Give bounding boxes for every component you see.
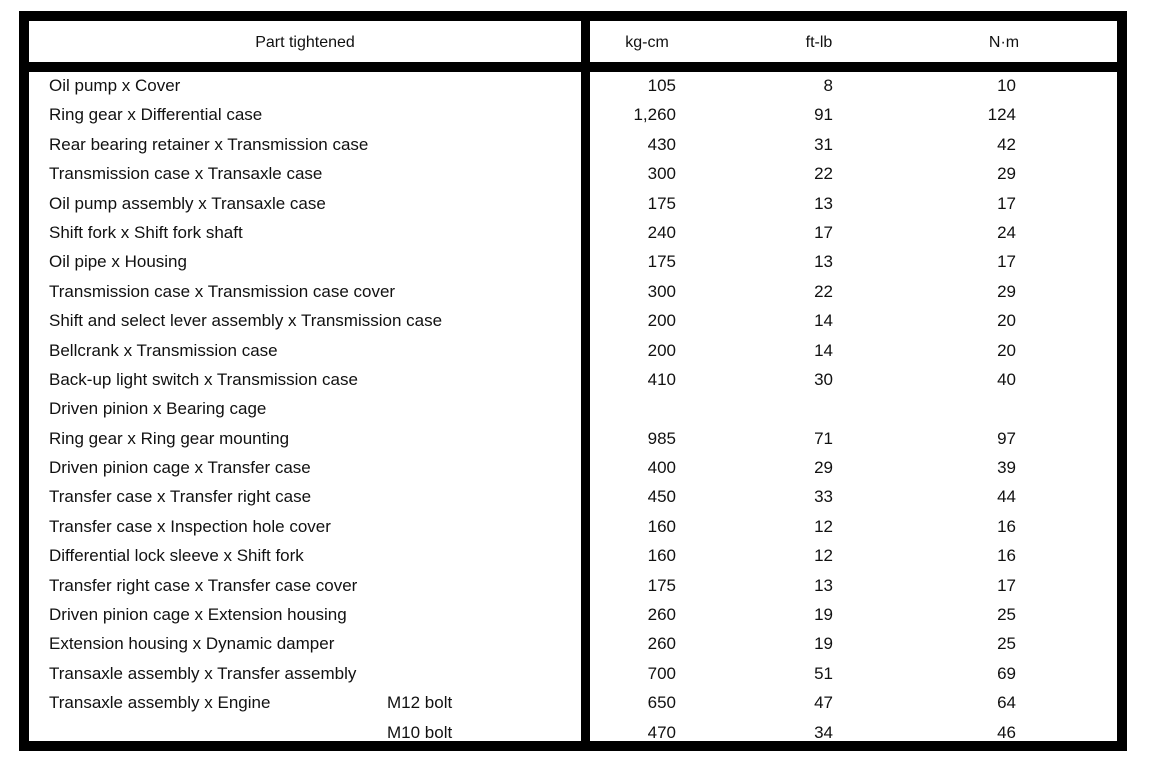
ft-lb-value: 8 [823,76,833,95]
part-tightened-cell: Transfer case x Transfer right case [49,487,312,507]
n-m-value: 16 [997,546,1016,566]
part-tightened-cell: Extension housing x Dynamic damper [49,634,335,654]
n-m-value: 17 [997,193,1016,213]
table-row [29,572,1117,601]
ft-lb-value: 14 [814,311,833,331]
kg-cm-value: 175 [647,575,676,595]
kg-cm-value: 300 [647,164,676,184]
kg-cm-value: 300 [647,281,676,301]
kg-cm-value: 400 [647,458,676,478]
part-tightened-cell: Transmission case x Transaxle case [49,164,323,184]
ft-lb-value: 12 [814,516,833,536]
ft-lb-value: 33 [814,487,833,507]
kg-cm-value: 700 [647,663,676,683]
table-row [29,601,1117,630]
part-tightened-cell: Transaxle assembly x Transfer assembly [49,663,357,683]
ft-lb-value: 14 [814,340,833,360]
table-row [29,660,1117,689]
kg-cm-value: 260 [647,605,676,625]
ft-lb-value: 13 [814,193,833,213]
kg-cm-value: 1,260 [633,105,676,125]
part-tightened-cell: Ring gear x Ring gear mounting [49,428,290,448]
part-tightened-cell: Oil pump assembly x Transaxle case [49,193,326,213]
ft-lb-value: 13 [814,252,833,272]
table-row [29,395,1117,424]
kg-cm-value: 175 [647,193,676,213]
header-part-tightened: Part tightened [255,34,355,51]
kg-cm-value: 160 [647,546,676,566]
n-m-value: 42 [997,134,1016,154]
ft-lb-value: 19 [814,605,833,625]
table-row [29,630,1117,659]
part-tightened-cell: Oil pipe x Housing [49,252,187,272]
part-tightened-cell: Driven pinion cage x Transfer case [49,458,311,478]
bolt-size-cell: M12 bolt [387,693,453,713]
n-m-value: 97 [997,428,1016,448]
ft-lb-value: 19 [814,634,833,654]
header-kg-cm: kg-cm [625,34,669,51]
kg-cm-value: 200 [647,340,676,360]
table-row [29,689,1117,718]
kg-cm-value: 450 [647,487,676,507]
ft-lb-value: 47 [814,693,833,713]
n-m-value: 29 [997,281,1016,301]
n-m-value: 17 [997,575,1016,595]
n-m-value: 39 [997,458,1016,478]
ft-lb-value: 31 [814,134,833,154]
ft-lb-value: 34 [814,722,833,742]
part-tightened-cell: Driven pinion x Bearing cage [49,399,267,419]
n-m-value: 69 [997,663,1016,683]
part-tightened-cell: Back-up light switch x Transmission case [49,369,358,389]
table-row [29,425,1117,454]
part-tightened-cell: Shift fork x Shift fork shaft [49,222,243,242]
n-m-value: 29 [997,164,1016,184]
n-m-value: 46 [997,722,1016,742]
part-tightened-cell: Transfer case x Inspection hole cover [49,516,331,536]
table-row [29,542,1117,571]
part-tightened-cell: Bellcrank x Transmission case [49,340,278,360]
table-row [29,483,1117,512]
n-m-value: 17 [997,252,1016,272]
part-tightened-cell: Differential lock sleeve x Shift fork [49,546,304,566]
table-row [29,307,1117,336]
kg-cm-value: 650 [647,693,676,713]
part-tightened-cell: Transmission case x Transmission case cover [49,281,396,301]
table-row [29,454,1117,483]
table-row [29,366,1117,395]
ft-lb-value: 91 [814,105,833,125]
table-row [29,72,1117,101]
header-ft-lb: ft-lb [805,34,833,51]
kg-cm-value: 470 [647,722,676,742]
table-row [29,337,1117,366]
ft-lb-value: 22 [814,164,833,184]
table-row [29,131,1117,160]
part-tightened-cell: Oil pump x Cover [49,76,181,95]
ft-lb-value: 22 [814,281,833,301]
n-m-value: 44 [997,487,1016,507]
n-m-value: 24 [997,222,1016,242]
kg-cm-value: 260 [647,634,676,654]
kg-cm-value: 160 [647,516,676,536]
ft-lb-value: 13 [814,575,833,595]
n-m-value: 25 [997,605,1016,625]
kg-cm-value: 430 [647,134,676,154]
part-tightened-cell: Rear bearing retainer x Transmission case [49,134,369,154]
table-row [29,160,1117,189]
n-m-value: 40 [997,369,1016,389]
part-tightened-cell: Transfer right case x Transfer case cover [49,575,358,595]
kg-cm-value: 105 [647,76,676,95]
table-row [29,219,1117,248]
table-row [29,248,1117,277]
n-m-value: 64 [997,693,1016,713]
table-row [29,719,1117,748]
kg-cm-value: 175 [647,252,676,272]
kg-cm-value: 240 [647,222,676,242]
table-row [29,513,1117,542]
table-row [29,101,1117,130]
n-m-value: 124 [987,105,1016,125]
n-m-value: 20 [997,311,1016,331]
kg-cm-value: 200 [647,311,676,331]
ft-lb-value: 12 [814,546,833,566]
n-m-value: 20 [997,340,1016,360]
part-tightened-cell: Transaxle assembly x Engine [49,693,271,713]
part-tightened-cell: Ring gear x Differential case [49,105,263,125]
part-tightened-cell: Driven pinion cage x Extension housing [49,605,347,625]
ft-lb-value: 17 [814,222,833,242]
n-m-value: 10 [997,76,1016,95]
n-m-value: 16 [997,516,1016,536]
table-row [29,278,1117,307]
ft-lb-value: 30 [814,369,833,389]
n-m-value: 25 [997,634,1016,654]
header-n-m: N·m [988,34,1020,51]
kg-cm-value: 410 [647,369,676,389]
bolt-size-cell: M10 bolt [387,722,453,742]
kg-cm-value: 985 [647,428,676,448]
table-header-row [29,21,1117,72]
ft-lb-value: 71 [814,428,833,448]
part-tightened-cell: Shift and select lever assembly x Transmission case [49,311,443,331]
ft-lb-value: 51 [814,663,833,683]
table-body [29,72,1117,748]
ft-lb-value: 29 [814,458,833,478]
table-row [29,190,1117,219]
torque-specification-table [19,11,1127,751]
